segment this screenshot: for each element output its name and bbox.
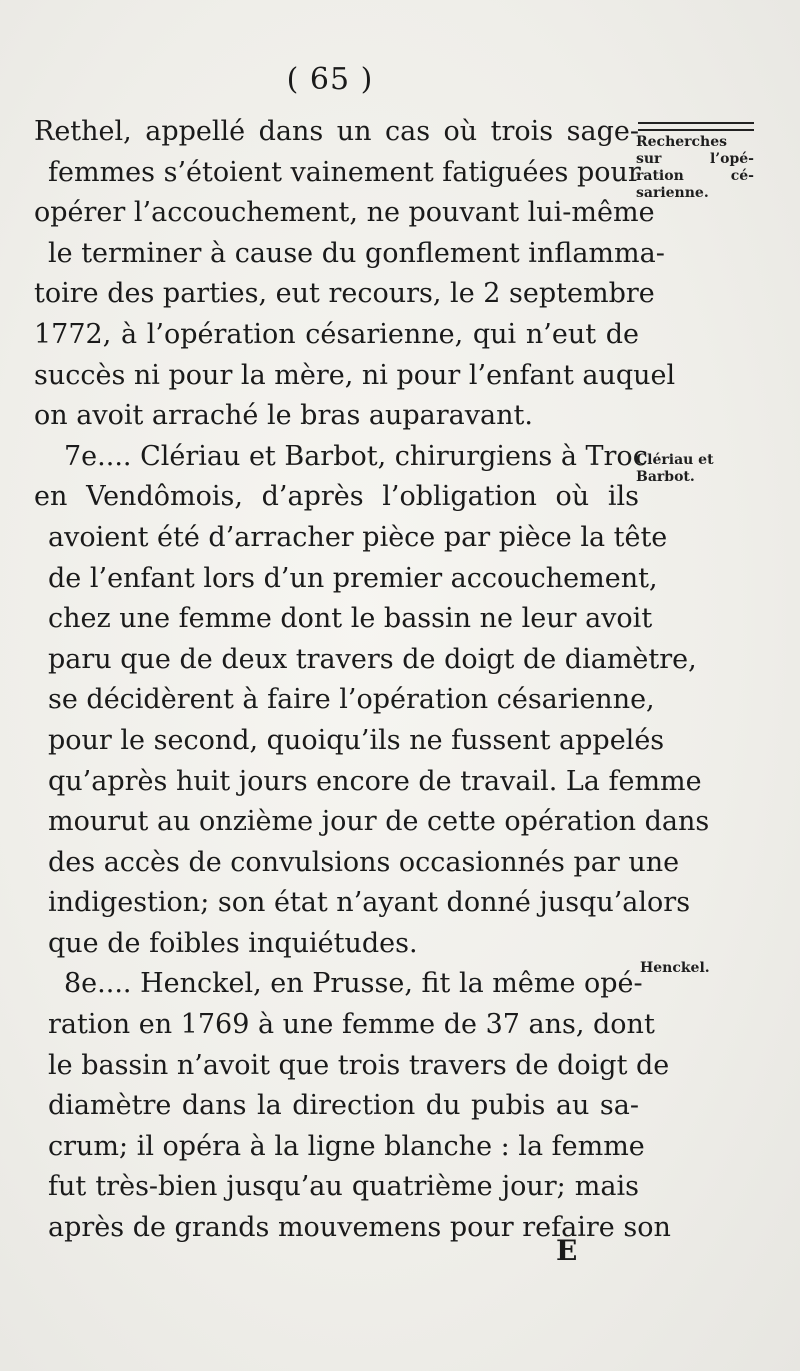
text-line: avoient été d’arracher pièce par pièce la tête [48,521,668,553]
text-line: crum; il opéra à la ligne blanche : la femme [48,1130,645,1162]
text-line: opérer l’accouchement, ne pouvant lui-même [34,197,655,229]
text-line: paru que de deux travers de doigt de diamètre, [48,643,697,675]
margin-note-line: sur l’opé- [636,151,754,167]
margin-note-henckel: Henckel. [640,960,710,976]
margin-note-line: sarienne. [636,185,709,201]
text-line: le bassin n’avoit que trois travers de doigt de [48,1049,670,1081]
text-line: des accès de convulsions occasionnés par une [48,846,680,878]
text-line: pour le second, quoiqu’ils ne fussent appelés [48,724,665,756]
text-line: qu’après huit jours encore de travail. La femme [48,765,702,797]
signature-mark: E [556,1234,578,1267]
margin-rule [638,122,754,131]
text-line: Rethel, appellé dans un cas où trois sage- [34,116,639,147]
text-line: diamètre dans la direction du pubis au sa- [48,1090,639,1122]
text-line: fut très-bien jusqu’au quatrième jour; mais [48,1171,639,1203]
text-line: indigestion; son état n’ayant donné jusqu’alors [48,887,691,919]
page-number: ( 65 ) [286,62,374,97]
text-line: 7e.... Clériau et Barbot, chirurgiens à Troc [64,440,648,472]
text-line: 1772, à l’opération césarienne, qui n’eut de [34,318,639,350]
text-line: se décidèrent à faire l’opération césarienne, [48,684,655,716]
text-line: mourut au onzième jour de cette opération dans [48,806,710,838]
margin-note-line: Clériau et [636,452,714,468]
text-line: 8e.... Henckel, en Prusse, fit la même opé- [64,968,643,1000]
text-line: de l’enfant lors d’un premier accouchement, [48,562,658,594]
margin-note-line: Recherches [636,134,728,150]
margin-note-line: Barbot. [636,469,695,485]
text-line: toire des parties, eut recours, le 2 septembre [34,278,655,310]
margin-note-cleriau [636,452,754,486]
text-line: après de grands mouvemens pour refaire son [48,1212,671,1244]
margin-note-recherches [636,134,754,202]
text-line: en Vendômois, d’après l’obligation où ils [34,481,639,513]
text-line: chez une femme dont le bassin ne leur avoit [48,603,653,635]
text-line: succès ni pour la mère, ni pour l’enfant auquel [34,359,676,391]
text-line: on avoit arraché le bras auparavant. [34,400,533,432]
text-line: femmes s’étoient vainement fatiguées pour [48,156,641,188]
text-line: ration en 1769 à une femme de 37 ans, dont [48,1009,655,1041]
margin-note-line: ration cé- [636,168,754,184]
text-line: le terminer à cause du gonflement inflamma- [48,237,665,269]
text-line: que de foibles inquiétudes. [48,927,418,959]
